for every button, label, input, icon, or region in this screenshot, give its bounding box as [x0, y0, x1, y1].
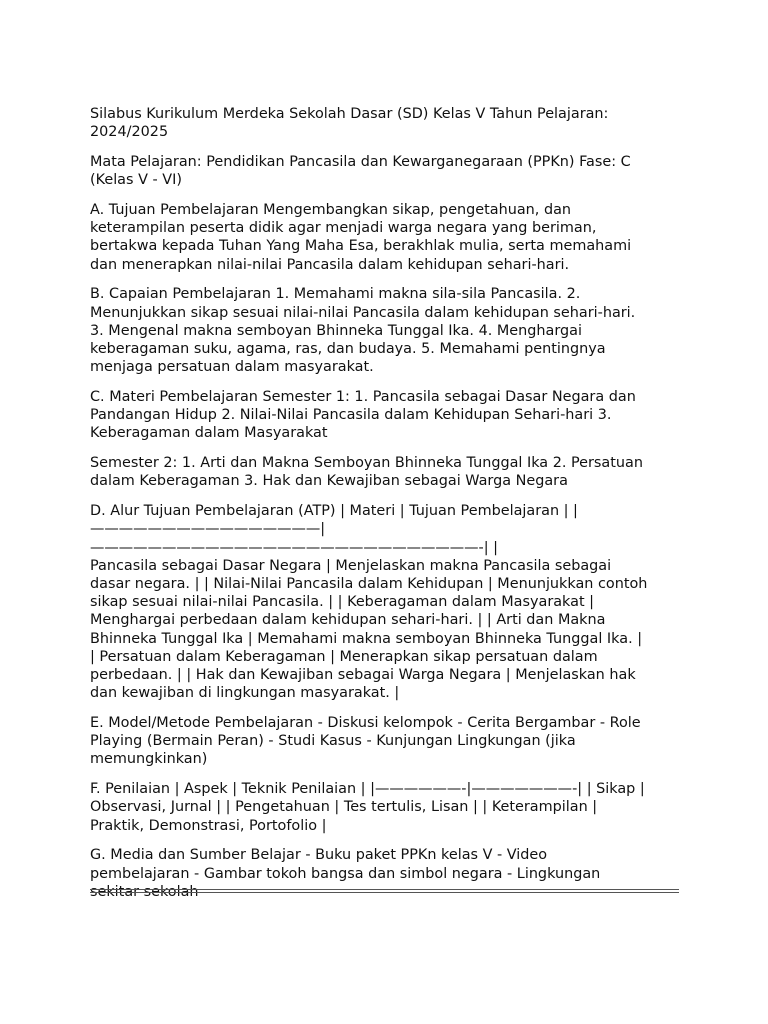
horizontal-divider: [90, 889, 679, 893]
document-body: [90, 105, 680, 913]
section-f-assessment: F. Penilaian | Aspek | Teknik Penilaian | |——————-|———————-| | Sikap | Observasi, Jurnal | | Pengetahuan | Tes tertulis, Lisan | | Keterampilan | Praktik, Demonstrasi, Portofolio |: [90, 781, 645, 834]
section-g-media-sources: G. Media dan Sumber Belajar - Buku paket PPKn kelas V - Video pembelajaran - Gambar tokoh bangsa dan simbol negara - Lingkungan sekitar sekolah: [90, 847, 601, 900]
document-title: Silabus Kurikulum Merdeka Sekolah Dasar (SD) Kelas V Tahun Pelajaran: 2024/2025: [90, 106, 609, 141]
section-c-learning-materials: C. Materi Pembelajaran Semester 1: 1. Pancasila sebagai Dasar Negara dan Pandangan Hidup 2. Nilai-Nilai Pancasila dalam Kehidupan Sehari-hari 3. Keberagaman dalam Masyarakat: [90, 389, 636, 442]
section-b-learning-outcomes: B. Capaian Pembelajaran 1. Memahami makna sila-sila Pancasila. 2. Menunjukkan sikap sesuai nilai-nilai Pancasila dalam kehidupan sehari-hari. 3. Mengenal makna semboyan Bhinneka Tunggal Ika. 4. Menghargai keberagaman suku, agama, ras, dan budaya. 5. Memahami pentingnya menjaga persatuan dalam masyarakat.: [90, 286, 636, 376]
subject-line: Mata Pelajaran: Pendidikan Pancasila dan Kewarganegaraan (PPKn) Fase: C (Kelas V - VI): [90, 154, 631, 189]
section-e-learning-methods: E. Model/Metode Pembelajaran - Diskusi kelompok - Cerita Bergambar - Role Playing (Bermain Peran) - Studi Kasus - Kunjungan Lingkungan (jika memungkinkan): [90, 715, 641, 768]
section-a-learning-goals: A. Tujuan Pembelajaran Mengembangkan sikap, pengetahuan, dan keterampilan peserta didik agar menjadi warga negara yang beriman, bertakwa kepada Tuhan Yang Maha Esa, berakhlak mulia, serta memahami dan menerapkan nilai-nilai Pancasila dalam kehidupan sehari-hari.: [90, 202, 632, 273]
section-d-learning-flow: D. Alur Tujuan Pembelajaran (ATP) | Materi | Tujuan Pembelajaran | | ————————————————|———————————————————————————-| | Pancasila sebagai Dasar Negara | Menjelaskan makna Pancasila sebagai dasar negara. | | Nilai-Nilai Pancasila dalam Kehidupan | Menunjukkan contoh sikap sesuai nilai-nilai Pancasila. | | Keberagaman dalam Masyarakat | Menghargai perbedaan dalam kehidupan sehari-hari. | | Arti dan Makna Bhinneka Tunggal Ika | Memahami makna semboyan Bhinneka Tunggal Ika. | | Persatuan dalam Keberagaman | Menerapkan sikap persatuan dalam perbedaan. | | Hak dan Kewajiban sebagai Warga Negara | Menjelaskan hak dan kewajiban di lingkungan masyarakat. |: [90, 503, 648, 702]
semester-2-materials: Semester 2: 1. Arti dan Makna Semboyan Bhinneka Tunggal Ika 2. Persatuan dalam Keberagaman 3. Hak dan Kewajiban sebagai Warga Negara: [90, 455, 643, 490]
